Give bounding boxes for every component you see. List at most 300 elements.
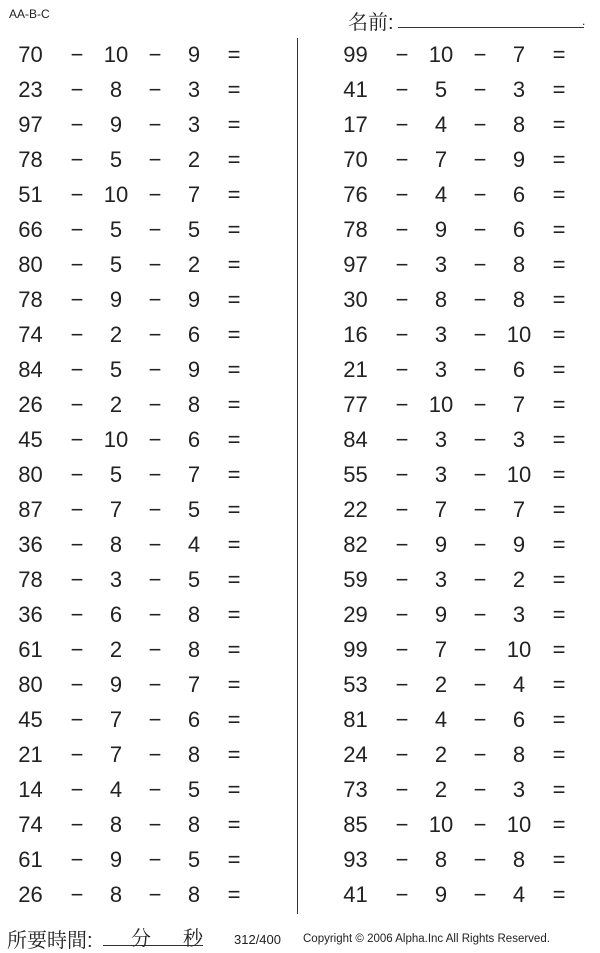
problem-row [0,142,275,177]
minuend: 70 [343,147,368,172]
minuend: 80 [18,252,43,277]
minus-sign: − [395,462,409,487]
subtrahend-2: 10 [506,637,532,662]
subtrahend-2: 5 [187,777,201,802]
minus-sign: − [70,602,84,627]
minus-sign: − [148,882,162,907]
problem-row [0,107,275,142]
minus-sign: − [148,357,162,382]
equals-sign: = [552,497,566,522]
subtrahend-2: 6 [512,357,526,382]
problem-row [0,72,275,107]
minus-sign: − [70,742,84,767]
subtrahend-2: 6 [187,427,201,452]
minus-sign: − [395,742,409,767]
subtrahend-2: 5 [187,567,201,592]
subtrahend-2: 6 [512,707,526,732]
worksheet-code: AA-B-C [9,7,50,21]
minus-sign: − [395,182,409,207]
subtrahend-1: 5 [109,252,123,277]
subtrahend-1: 10 [103,42,129,67]
minuend: 78 [18,567,43,592]
subtrahend-1: 4 [434,182,448,207]
minus-sign: − [148,112,162,137]
subtrahend-1: 7 [109,742,123,767]
name-end-mark: . [582,14,586,28]
minus-sign: − [473,637,487,662]
subtrahend-2: 8 [512,847,526,872]
minus-sign: − [148,77,162,102]
minuend: 55 [343,462,368,487]
problem-row [0,492,275,527]
problem-row [0,737,275,772]
problem-row [325,667,600,702]
minus-sign: − [70,812,84,837]
problem-row [325,842,600,877]
problem-row [0,37,275,72]
minus-sign: − [395,392,409,417]
minus-sign: − [473,567,487,592]
equals-sign: = [227,322,241,347]
subtrahend-2: 4 [187,532,201,557]
equals-sign: = [552,147,566,172]
problem-row [325,72,600,107]
subtrahend-1: 2 [109,322,123,347]
subtrahend-1: 9 [109,287,123,312]
subtrahend-2: 10 [506,322,532,347]
problem-row [325,107,600,142]
subtrahend-1: 3 [434,462,448,487]
subtrahend-1: 9 [109,672,123,697]
minus-sign: − [473,742,487,767]
minus-sign: − [395,567,409,592]
subtrahend-1: 7 [109,707,123,732]
minus-sign: − [148,462,162,487]
problem-row [325,772,600,807]
minuend: 41 [343,882,368,907]
subtrahend-1: 5 [109,147,123,172]
equals-sign: = [227,602,241,627]
minuend: 81 [343,707,368,732]
equals-sign: = [227,77,241,102]
minus-sign: − [70,497,84,522]
equals-sign: = [552,182,566,207]
minus-sign: − [395,357,409,382]
minus-sign: − [70,427,84,452]
equals-sign: = [227,672,241,697]
equals-sign: = [227,637,241,662]
problem-row [325,632,600,667]
subtrahend-1: 9 [109,112,123,137]
subtrahend-2: 3 [187,112,201,137]
subtrahend-2: 9 [512,532,526,557]
minus-sign: − [148,182,162,207]
subtrahend-1: 5 [109,357,123,382]
subtrahend-2: 8 [512,287,526,312]
minus-sign: − [148,707,162,732]
subtrahend-1: 9 [434,882,448,907]
minuend: 78 [343,217,368,242]
subtrahend-1: 9 [434,217,448,242]
minuend: 41 [343,77,368,102]
minus-sign: − [70,847,84,872]
minuend: 85 [343,812,368,837]
minus-sign: − [70,252,84,277]
minuend: 29 [343,602,368,627]
minus-sign: − [473,112,487,137]
problem-row [325,422,600,457]
equals-sign: = [552,427,566,452]
name-field[interactable] [398,27,584,28]
problem-row [0,317,275,352]
equals-sign: = [227,182,241,207]
subtrahend-2: 2 [187,147,201,172]
problem-row [325,457,600,492]
minus-sign: − [395,427,409,452]
problem-row [0,527,275,562]
problem-row [325,177,600,212]
problem-row [0,772,275,807]
subtrahend-1: 3 [434,567,448,592]
subtrahend-2: 2 [187,252,201,277]
equals-sign: = [552,42,566,67]
subtrahend-1: 6 [109,602,123,627]
equals-sign: = [227,287,241,312]
minus-sign: − [70,462,84,487]
minuend: 24 [343,742,368,767]
equals-sign: = [227,742,241,767]
minuend: 21 [343,357,368,382]
minuend: 84 [18,357,43,382]
minus-sign: − [70,147,84,172]
minus-sign: − [473,42,487,67]
equals-sign: = [552,77,566,102]
subtrahend-2: 9 [187,42,201,67]
problem-row [325,352,600,387]
minus-sign: − [70,322,84,347]
subtrahend-1: 3 [434,357,448,382]
equals-sign: = [227,112,241,137]
minus-sign: − [70,287,84,312]
minus-sign: − [70,182,84,207]
problem-row [325,247,600,282]
column-divider [297,38,298,914]
subtrahend-1: 9 [109,847,123,872]
subtrahend-2: 3 [512,77,526,102]
minuend: 73 [343,777,368,802]
equals-sign: = [552,672,566,697]
subtrahend-2: 10 [506,462,532,487]
problem-row [0,212,275,247]
problem-row [0,597,275,632]
subtrahend-2: 8 [187,882,201,907]
subtrahend-1: 8 [109,882,123,907]
problem-row [325,387,600,422]
equals-sign: = [552,357,566,382]
minus-sign: − [70,882,84,907]
minuend: 80 [18,672,43,697]
minuend: 23 [18,77,43,102]
minus-sign: − [395,707,409,732]
minus-sign: − [70,532,84,557]
minus-sign: − [70,217,84,242]
minus-sign: − [395,532,409,557]
minuend: 17 [343,112,368,137]
problem-row [325,702,600,737]
minus-sign: − [473,707,487,732]
minus-sign: − [70,42,84,67]
equals-sign: = [227,147,241,172]
minuend: 21 [18,742,43,767]
minus-sign: − [473,147,487,172]
equals-sign: = [227,462,241,487]
minus-sign: − [395,322,409,347]
subtrahend-1: 8 [109,812,123,837]
subtrahend-2: 10 [506,812,532,837]
minus-sign: − [395,847,409,872]
minuend: 45 [18,427,43,452]
equals-sign: = [552,812,566,837]
subtrahend-1: 10 [428,42,454,67]
name-label: 名前: [348,12,394,34]
subtrahend-1: 9 [434,532,448,557]
minus-sign: − [148,252,162,277]
minuend: 30 [343,287,368,312]
minus-sign: − [473,812,487,837]
subtrahend-1: 8 [109,532,123,557]
minuend: 74 [18,322,43,347]
subtrahend-1: 3 [434,322,448,347]
problem-row [0,667,275,702]
minus-sign: − [473,357,487,382]
minuend: 93 [343,847,368,872]
minuend: 45 [18,707,43,732]
minuend: 78 [18,147,43,172]
minus-sign: − [473,672,487,697]
subtrahend-1: 10 [103,427,129,452]
subtrahend-2: 9 [187,357,201,382]
equals-sign: = [227,357,241,382]
equals-sign: = [552,847,566,872]
equals-sign: = [227,497,241,522]
equals-sign: = [552,637,566,662]
minus-sign: − [395,637,409,662]
minus-sign: − [395,882,409,907]
minus-sign: − [473,217,487,242]
minus-sign: − [473,392,487,417]
problem-row [325,142,600,177]
subtrahend-2: 8 [187,742,201,767]
minuend: 59 [343,567,368,592]
equals-sign: = [552,707,566,732]
problem-row [0,562,275,597]
minuend: 26 [18,882,43,907]
time-label: 所要時間: [7,930,93,952]
subtrahend-1: 3 [434,427,448,452]
minus-sign: − [148,567,162,592]
minuend: 70 [18,42,43,67]
equals-sign: = [227,812,241,837]
minus-sign: − [473,322,487,347]
equals-sign: = [552,882,566,907]
minus-sign: − [148,147,162,172]
minuend: 77 [343,392,368,417]
subtrahend-2: 7 [512,392,526,417]
equals-sign: = [227,532,241,557]
minus-sign: − [70,392,84,417]
problem-row [0,632,275,667]
minus-sign: − [473,532,487,557]
subtrahend-1: 5 [109,462,123,487]
problem-row [0,457,275,492]
problem-row [325,37,600,72]
minuend: 74 [18,812,43,837]
equals-sign: = [552,217,566,242]
subtrahend-1: 9 [434,602,448,627]
subtrahend-2: 5 [187,847,201,872]
minus-sign: − [148,637,162,662]
subtrahend-2: 7 [187,462,201,487]
equals-sign: = [552,112,566,137]
problem-row [0,842,275,877]
equals-sign: = [227,392,241,417]
subtrahend-2: 8 [187,637,201,662]
subtrahend-1: 4 [434,112,448,137]
subtrahend-1: 7 [434,637,448,662]
page-number: 312/400 [234,932,281,947]
minuend: 14 [18,777,43,802]
left-problems [0,37,275,912]
minus-sign: − [148,497,162,522]
equals-sign: = [227,707,241,732]
minus-sign: − [473,497,487,522]
minuend: 76 [343,182,368,207]
subtrahend-1: 7 [434,497,448,522]
minus-sign: − [395,777,409,802]
subtrahend-2: 5 [187,497,201,522]
problem-row [325,877,600,912]
minus-sign: − [148,287,162,312]
right-problems [325,37,600,912]
problem-row [325,807,600,842]
problem-row [0,177,275,212]
subtrahend-1: 2 [434,777,448,802]
minuend: 61 [18,637,43,662]
problem-row [0,282,275,317]
problem-row [325,597,600,632]
minus-sign: − [148,812,162,837]
equals-sign: = [227,567,241,592]
problem-row [325,527,600,562]
equals-sign: = [227,217,241,242]
minus-sign: − [395,602,409,627]
subtrahend-2: 6 [187,322,201,347]
subtrahend-1: 7 [434,147,448,172]
minus-sign: − [70,777,84,802]
problem-row [325,212,600,247]
minus-sign: − [148,322,162,347]
equals-sign: = [552,567,566,592]
minus-sign: − [395,812,409,837]
minus-sign: − [148,427,162,452]
minus-sign: − [148,217,162,242]
equals-sign: = [552,287,566,312]
equals-sign: = [552,392,566,417]
minuend: 16 [343,322,368,347]
equals-sign: = [552,462,566,487]
subtrahend-2: 4 [512,882,526,907]
minuend: 36 [18,532,43,557]
subtrahend-1: 5 [434,77,448,102]
minus-sign: − [70,112,84,137]
subtrahend-2: 7 [512,497,526,522]
minus-sign: − [395,147,409,172]
equals-sign: = [227,777,241,802]
subtrahend-1: 7 [109,497,123,522]
minuend: 22 [343,497,368,522]
subtrahend-1: 10 [103,182,129,207]
minuend: 87 [18,497,43,522]
minuend: 97 [343,252,368,277]
subtrahend-2: 8 [187,392,201,417]
problem-row [325,562,600,597]
minuend: 78 [18,287,43,312]
minuend: 36 [18,602,43,627]
minus-sign: − [148,42,162,67]
subtrahend-2: 8 [512,742,526,767]
minuend: 97 [18,112,43,137]
minuend: 26 [18,392,43,417]
equals-sign: = [552,777,566,802]
minus-sign: − [148,532,162,557]
minuend: 51 [18,182,43,207]
subtrahend-1: 10 [428,392,454,417]
subtrahend-2: 9 [512,147,526,172]
minus-sign: − [70,637,84,662]
minus-sign: − [395,77,409,102]
subtrahend-2: 5 [187,217,201,242]
equals-sign: = [552,532,566,557]
minuend: 53 [343,672,368,697]
minus-sign: − [395,112,409,137]
problem-row [0,387,275,422]
minus-sign: − [473,847,487,872]
minuend: 66 [18,217,43,242]
problem-row [0,422,275,457]
subtrahend-2: 7 [187,672,201,697]
minus-sign: − [148,777,162,802]
equals-sign: = [552,322,566,347]
problem-row [325,737,600,772]
minus-sign: − [473,182,487,207]
problem-row [0,807,275,842]
minus-sign: − [473,462,487,487]
minus-sign: − [148,602,162,627]
minus-sign: − [395,252,409,277]
minus-sign: − [70,357,84,382]
minus-sign: − [70,707,84,732]
subtrahend-1: 2 [434,672,448,697]
minus-sign: − [148,392,162,417]
subtrahend-2: 6 [512,217,526,242]
minus-sign: − [148,742,162,767]
subtrahend-2: 8 [512,112,526,137]
problem-row [0,352,275,387]
subtrahend-1: 10 [428,812,454,837]
subtrahend-1: 4 [434,707,448,732]
subtrahend-2: 6 [512,182,526,207]
subtrahend-1: 3 [434,252,448,277]
